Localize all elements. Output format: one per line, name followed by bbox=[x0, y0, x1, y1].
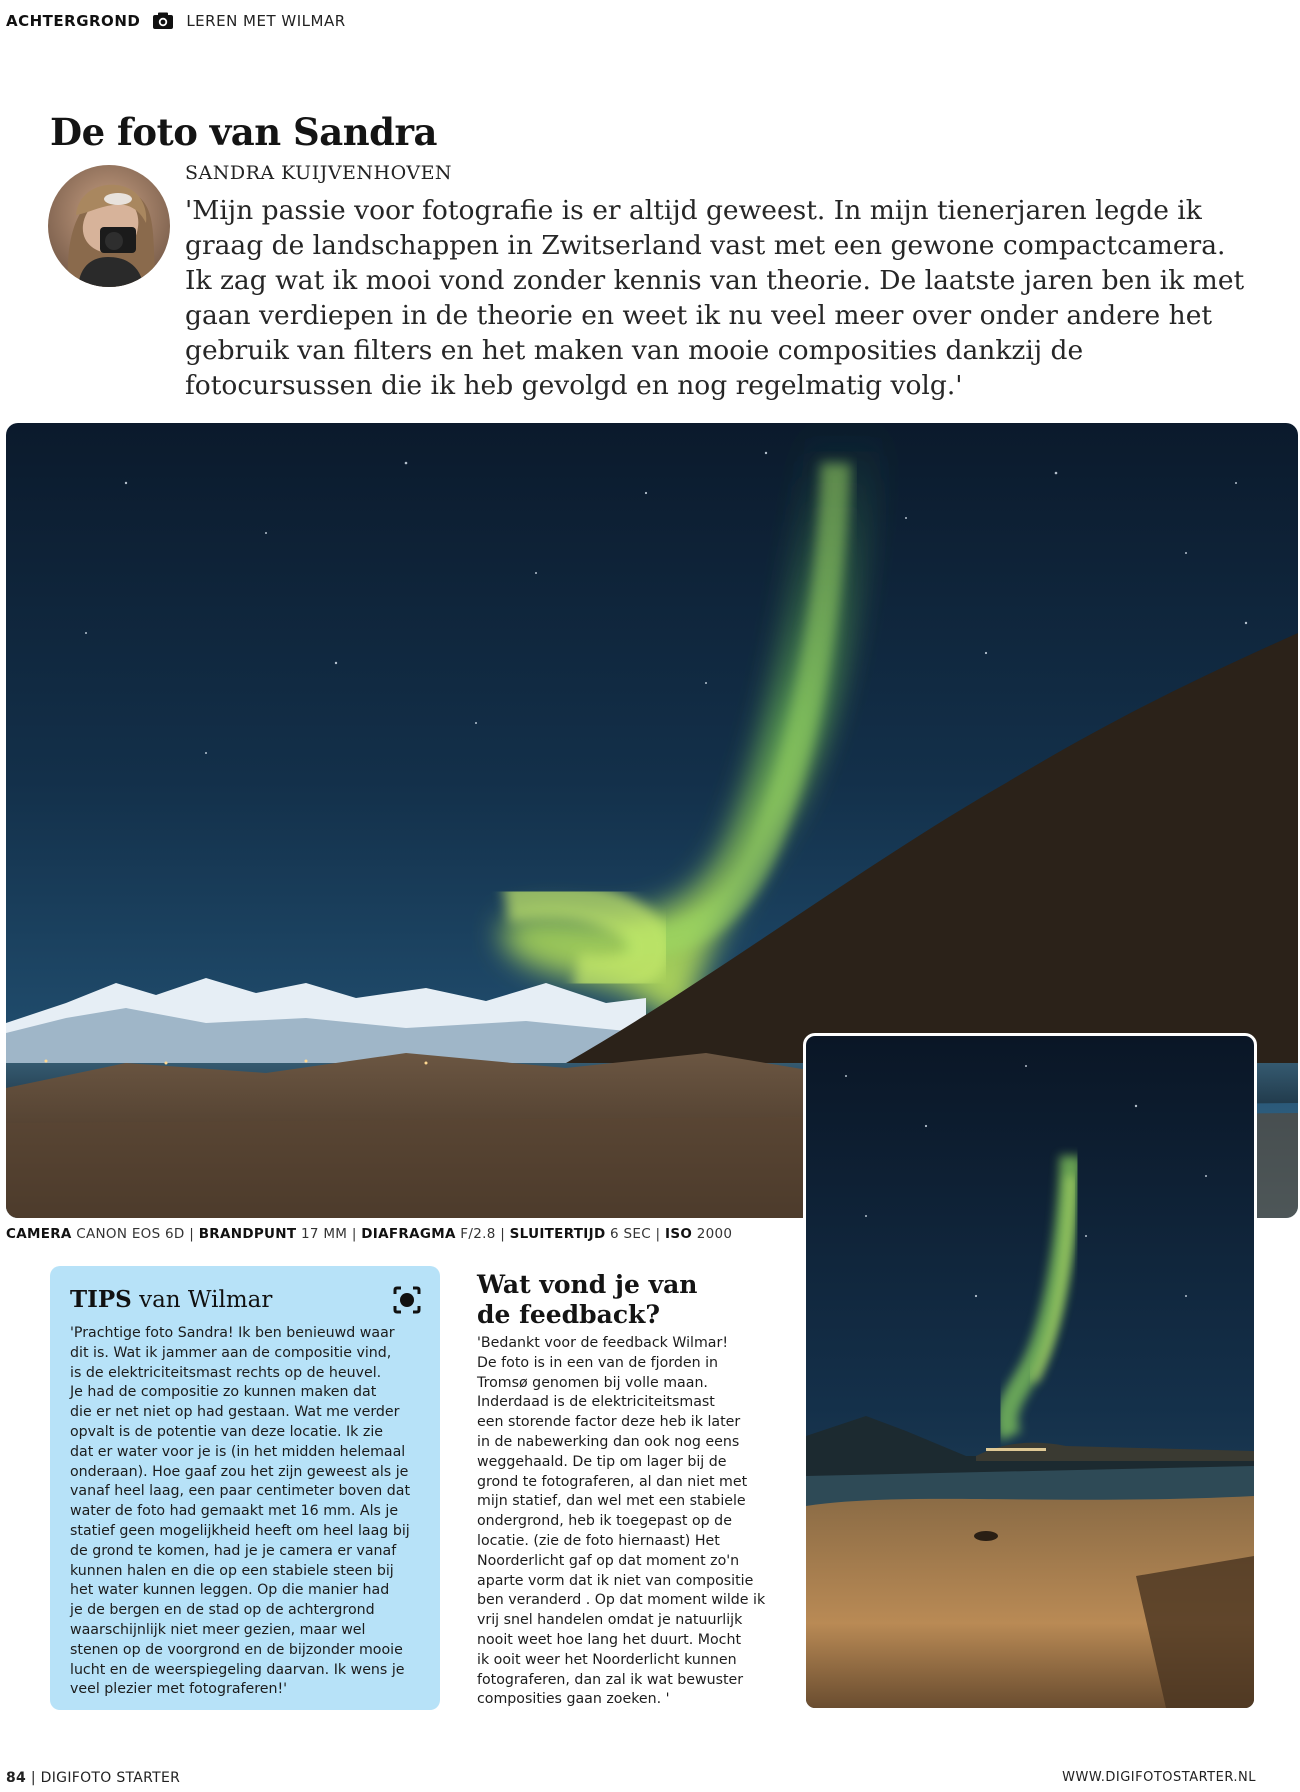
aperture-value: F/2.8 bbox=[460, 1226, 496, 1242]
camera-value: CANON EOS 6D bbox=[76, 1226, 185, 1242]
article-title: De foto van Sandra bbox=[50, 110, 437, 154]
focal-label: BRANDPUNT bbox=[198, 1226, 297, 1242]
iso-value: 2000 bbox=[696, 1226, 733, 1242]
feedback-title: Wat vond je van de feedback? bbox=[477, 1270, 698, 1329]
page-footer-left bbox=[6, 1770, 180, 1786]
camera-label: CAMERA bbox=[6, 1226, 72, 1242]
separator: | bbox=[655, 1226, 661, 1242]
tips-title-bold: TIPS bbox=[70, 1286, 132, 1313]
iso-label: ISO bbox=[665, 1226, 693, 1242]
website-url: WWW.DIGIFOTOSTARTER.NL bbox=[1062, 1770, 1256, 1785]
separator: | bbox=[189, 1226, 195, 1242]
subsection-label: LEREN MET WILMAR bbox=[186, 12, 346, 30]
aperture-label: DIAFRAGMA bbox=[361, 1226, 456, 1242]
separator: | bbox=[500, 1226, 506, 1242]
camera-icon bbox=[152, 12, 174, 30]
author-avatar bbox=[48, 165, 170, 287]
tips-box bbox=[50, 1266, 440, 1710]
separator: | bbox=[30, 1770, 36, 1786]
lens-icon bbox=[392, 1286, 422, 1314]
aurora-inset-photo bbox=[803, 1033, 1257, 1711]
author-name: SANDRA KUIJVENHOVEN bbox=[185, 162, 453, 184]
section-header bbox=[6, 10, 346, 32]
tips-title-rest: van Wilmar bbox=[139, 1287, 273, 1313]
tips-text: 'Prachtige foto Sandra! Ik ben benieuwd waar dit is. Wat ik jammer aan de compositie vind, is de elektriciteitsmast rechts op de heuvel. Je had de compositie zo kunnen maken dat die er net niet op had gestaan. Wat me verder opvalt is de potentie van deze locatie. Ik zie dat er water voor je is (in het midden helemaal onderaan). Hoe gaaf zou het zijn geweest als je vanaf heel laag, een paar centimeter boven dat water de foto had gemaakt met 16 mm. Als je statief geen mogelijkheid heeft om heel laag bij de grond te komen, had je je camera er vanaf kunnen halen en die op een stabiele steen bij het water kunnen leggen. Op die manier had je de bergen en de stad op de achtergrond waarschijnlijk niet meer gezien, maar wel stenen op de voorgrond en de bijzonder mooie lucht en de weerspiegeling daarvan. Ik wens je veel plezier met fotograferen!' bbox=[70, 1325, 411, 1698]
focal-value: 17 MM bbox=[300, 1226, 348, 1242]
page-number: 84 bbox=[6, 1770, 27, 1786]
photo-exif-caption bbox=[6, 1226, 732, 1242]
section-label: ACHTERGROND bbox=[6, 12, 141, 30]
shutter-label: SLUITERTIJD bbox=[509, 1226, 606, 1242]
shutter-value: 6 SEC bbox=[610, 1226, 651, 1242]
feedback-text: 'Bedankt voor de feedback Wilmar! De foto is in een van de fjorden in Tromsø genomen bij volle maan. Inderdaad is de elektriciteitsmast een storende factor deze heb ik later in de nabewerking dan ook nog eens weggehaald. De tip om lager bij de grond te fotograferen, al dan niet met mijn statief, dan wel met een stabiele ondergrond, heb ik toegepast op de locatie. (zie de foto hiernaast) Het Noorderlicht gaf op dat moment zo'n aparte vorm dat ik niet van compositie ben veranderd . Op dat moment wilde ik vrij snel handelen omdat je natuurlijk nooit weet hoe lang het duurt. Mocht ik ooit weer het Noorderlicht kunnen fotograferen, dan zal ik wat bewuster composities gaan zoeken. ' bbox=[477, 1335, 766, 1708]
author-quote: 'Mijn passie voor fotografie is er altijd geweest. In mijn tienerjaren legde ik graag de landschappen in Zwitserland vast met een gewone compactcamera. Ik zag wat ik mooi vond zonder kennis van theorie. De laatste jaren ben ik met gaan verdiepen in de theorie en weet ik nu veel meer over onder andere het gebruik van filters en het maken van mooie composities dankzij de fotocursussen die ik heb gevolgd en nog regelmatig volg.' bbox=[185, 195, 1245, 401]
tips-title bbox=[70, 1286, 272, 1313]
magazine-name: DIGIFOTO STARTER bbox=[40, 1770, 181, 1786]
separator: | bbox=[351, 1226, 357, 1242]
